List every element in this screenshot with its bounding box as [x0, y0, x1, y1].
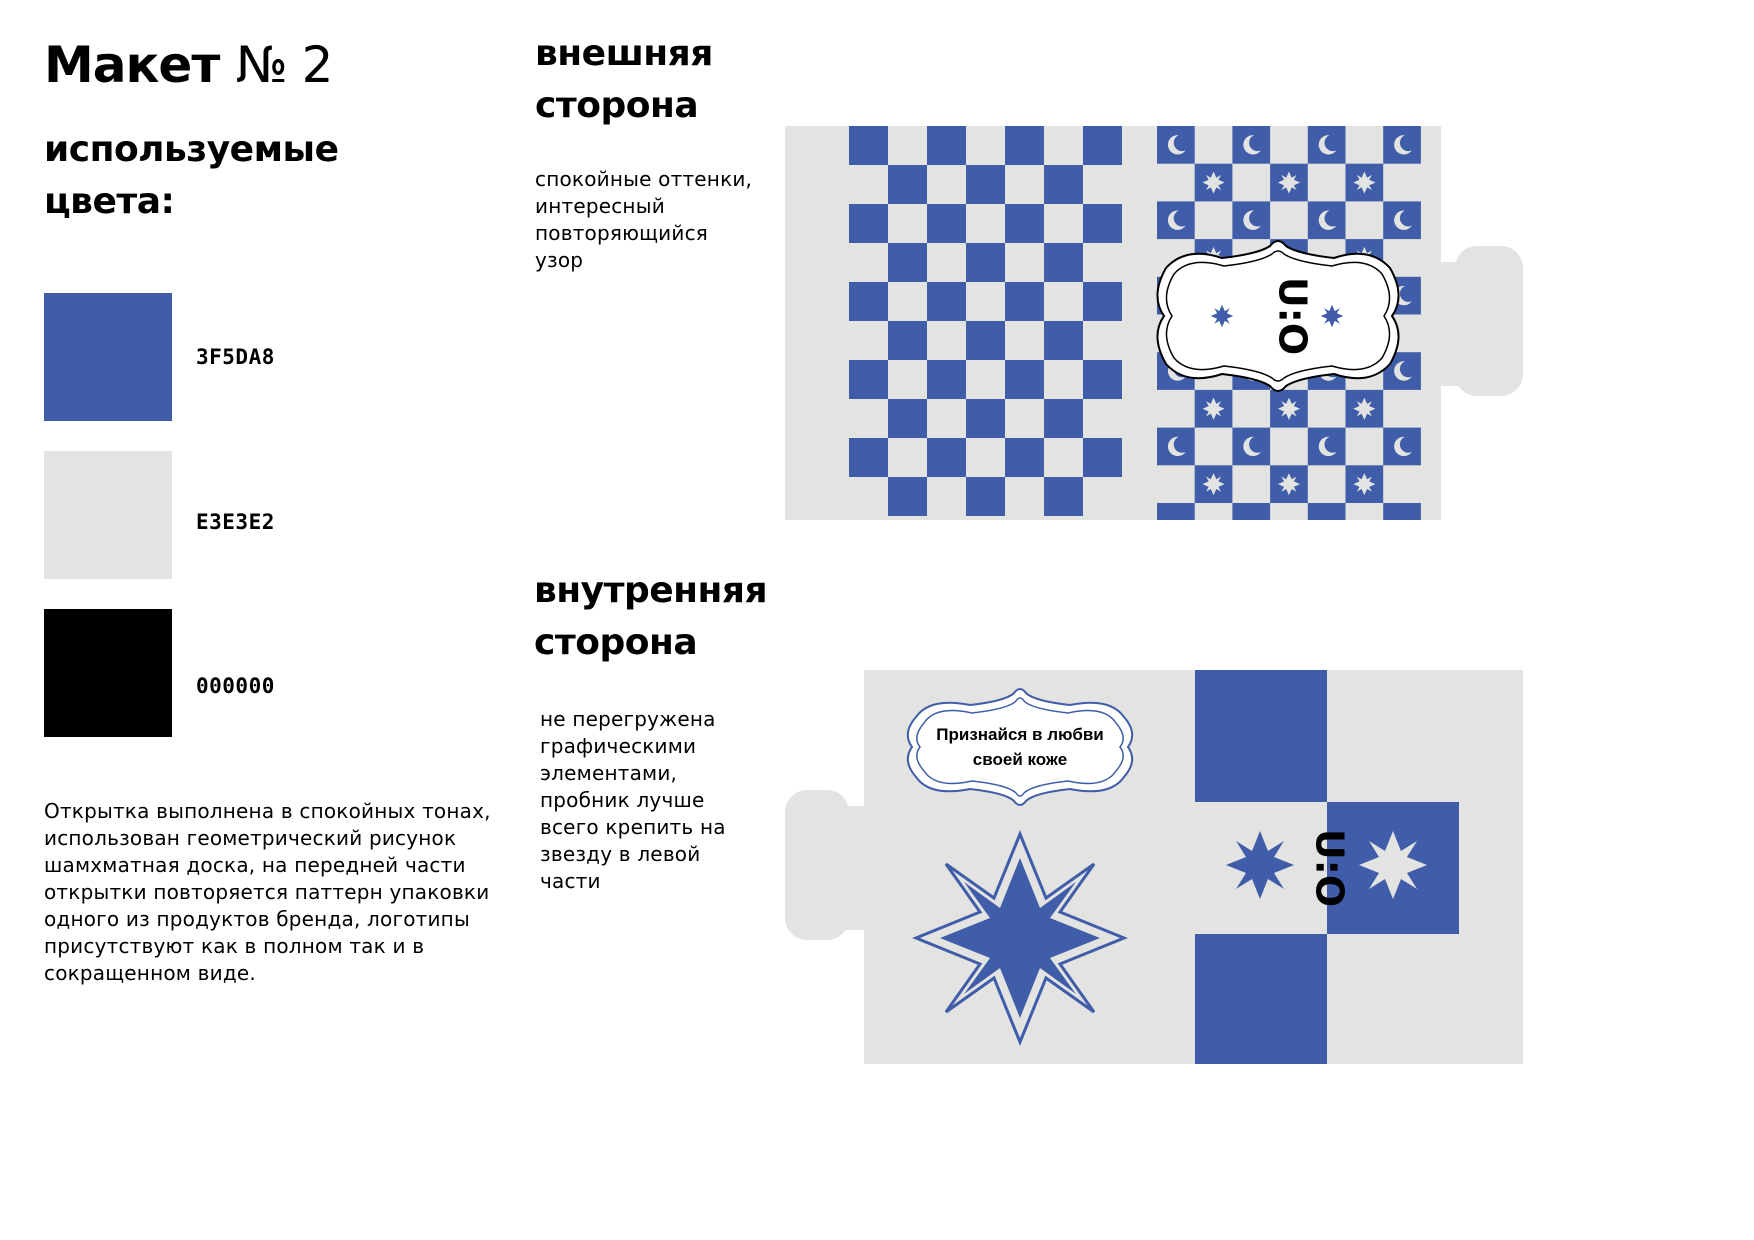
- checker-cell: [927, 360, 966, 399]
- checker-cell: [888, 165, 927, 204]
- love-label-line-2: своей коже: [972, 750, 1068, 769]
- checker-cell: [966, 321, 1005, 360]
- description-line: сокращенном виде.: [44, 961, 256, 985]
- checker-cell: [927, 126, 966, 165]
- checker-cell: [849, 282, 888, 321]
- checker-cell: [1083, 438, 1122, 477]
- pattern-cell: [1308, 126, 1346, 164]
- color-hex-gray: E3E3E2: [196, 510, 275, 534]
- inner-note-line: части: [540, 869, 601, 893]
- checker-cell: [888, 477, 927, 516]
- checker-cell: [1083, 282, 1122, 321]
- colors-heading-line-1: используемые: [44, 129, 339, 170]
- checker-cell: [849, 204, 888, 243]
- checker-cell: [1044, 321, 1083, 360]
- checker-cell: [1005, 204, 1044, 243]
- inner-side-note: [540, 706, 726, 895]
- checker-cell: [1005, 360, 1044, 399]
- description-line: одного из продуктов бренда, логотипы: [44, 907, 470, 931]
- description-line: шамхматная доска, на передней части: [44, 853, 466, 877]
- color-hex-black: 000000: [196, 674, 275, 698]
- color-swatch-black: [44, 609, 172, 737]
- eight-point-star-icon: [1359, 831, 1427, 899]
- inner-note-line: графическими: [540, 734, 697, 758]
- checker-cell: [927, 282, 966, 321]
- logo-mark: U:O: [1270, 276, 1315, 356]
- inner-note-line: звезду в левой: [540, 842, 701, 866]
- inner-side-heading: [534, 565, 767, 669]
- description-line: Открытка выполнена в спокойных тонах,: [44, 799, 491, 823]
- checker-cell: [888, 243, 927, 282]
- blue-block: [1195, 934, 1327, 1064]
- inner-side-artwork: [785, 670, 1525, 1066]
- description-line: открытки повторяется паттерн упаковки: [44, 880, 490, 904]
- checker-cell: [888, 399, 927, 438]
- pattern-cell: [1232, 201, 1270, 239]
- checker-cell: [1005, 282, 1044, 321]
- checker-cell: [888, 321, 927, 360]
- description-line: присутствуют как в полном так и в: [44, 934, 425, 958]
- checker-cell: [966, 165, 1005, 204]
- outer-heading-line-1: внешняя: [535, 33, 713, 74]
- description-text: [44, 798, 514, 987]
- pattern-cell: [1308, 503, 1346, 520]
- checker-cell: [1044, 477, 1083, 516]
- pattern-cell: [1308, 428, 1346, 466]
- outer-side-heading: [535, 28, 713, 132]
- love-label-line-1: Признайся в любви: [936, 725, 1104, 744]
- checker-cell: [1083, 360, 1122, 399]
- inner-note-line: не перегружена: [540, 707, 716, 731]
- checker-cell: [849, 126, 888, 165]
- checker-cell: [849, 438, 888, 477]
- inner-heading-line-2: сторона: [534, 622, 698, 663]
- pattern-cell: [1157, 503, 1195, 520]
- checker-cell: [1044, 165, 1083, 204]
- checker-cell: [927, 204, 966, 243]
- pattern-cell: [1383, 503, 1421, 520]
- colors-heading: [44, 124, 339, 228]
- outer-card-tab: [1455, 246, 1523, 396]
- pattern-cell: [1157, 126, 1195, 164]
- outer-note-line: повторяющийся: [535, 221, 709, 245]
- logo-mark: U:O: [1307, 828, 1352, 908]
- inner-heading-line-1: внутренняя: [534, 570, 768, 611]
- checker-cell: [1005, 126, 1044, 165]
- page-title-number: № 2: [235, 36, 333, 94]
- pattern-cell: [1383, 126, 1421, 164]
- pattern-cell: [1383, 428, 1421, 466]
- pattern-cell: [1157, 428, 1195, 466]
- inner-note-line: элементами,: [540, 761, 678, 785]
- checker-cell: [1083, 126, 1122, 165]
- outer-note-line: интересный: [535, 194, 665, 218]
- color-swatch-gray: [44, 451, 172, 579]
- pattern-cell: [1232, 126, 1270, 164]
- outer-side-note: [535, 166, 752, 274]
- pattern-cell: [1157, 201, 1195, 239]
- checker-cell: [1044, 243, 1083, 282]
- checker-cell: [1005, 438, 1044, 477]
- outer-note-line: спокойные оттенки,: [535, 167, 753, 191]
- inner-note-line: всего крепить на: [540, 815, 726, 839]
- checker-cell: [1044, 399, 1083, 438]
- page-title: [44, 36, 332, 94]
- eight-point-star-icon: [1226, 831, 1294, 899]
- colors-heading-line-2: цвета:: [44, 181, 175, 222]
- pattern-cell: [1232, 428, 1270, 466]
- outer-side-artwork: [785, 126, 1525, 522]
- checker-cell: [966, 477, 1005, 516]
- checker-cell: [927, 438, 966, 477]
- love-label: [908, 689, 1132, 805]
- page-title-word: Макет: [44, 36, 220, 94]
- pattern-cell: [1232, 503, 1270, 520]
- checker-cell: [849, 360, 888, 399]
- checker-cell: [966, 399, 1005, 438]
- outer-heading-line-2: сторона: [535, 85, 699, 126]
- checker-cell: [1083, 204, 1122, 243]
- inner-note-line: пробник лучше: [540, 788, 705, 812]
- pattern-cell: [1383, 201, 1421, 239]
- pattern-cell: [1308, 201, 1346, 239]
- color-hex-blue: 3F5DA8: [196, 345, 275, 369]
- checker-cell: [966, 243, 1005, 282]
- blue-block: [1195, 670, 1327, 802]
- large-star-icon: [916, 834, 1124, 1042]
- color-swatch-blue: [44, 293, 172, 421]
- outer-note-line: узор: [535, 248, 584, 272]
- description-line: использован геометрический рисунок: [44, 826, 457, 850]
